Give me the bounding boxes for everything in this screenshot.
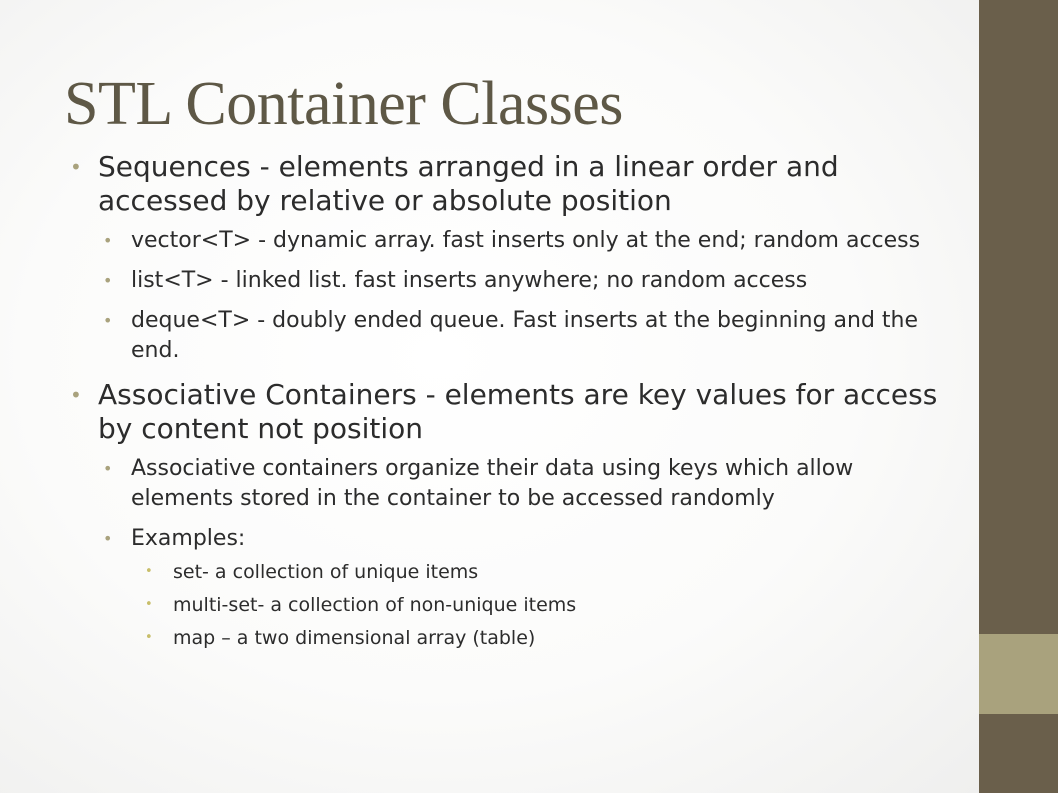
bullet-dot-icon: • (70, 155, 82, 179)
bullet-dot-icon: • (145, 597, 153, 612)
bullet-dot-icon: • (145, 630, 153, 645)
bullet-dot-icon: • (70, 383, 82, 407)
bullet-associative-containers (70, 378, 960, 446)
sub-bullet-list-t (70, 266, 960, 296)
sub-bullet-list (70, 454, 960, 650)
sub-bullet-text: deque<T> - doubly ended queue. Fast inserts at the beginning and the end. (131, 308, 919, 363)
bullet-sequences (70, 150, 960, 218)
bullet-list (70, 150, 960, 650)
sub-sub-bullet-list (70, 560, 960, 650)
bullet-text: Sequences - elements arranged in a linear order and accessed by relative or absolute position (98, 150, 839, 217)
bullet-dot-icon: • (103, 459, 113, 478)
side-decor-accent (979, 634, 1058, 714)
sub-bullet-text: Examples: (131, 526, 246, 551)
sub-bullet-examples (70, 524, 960, 554)
sub-bullet-text: vector<T> - dynamic array. fast inserts only at the end; random access (131, 228, 921, 253)
sub-bullet-deque (70, 306, 960, 366)
sub-bullet-text: Associative containers organize their data using keys which allow elements stored in the container to be accessed randomly (131, 456, 854, 511)
sub-list-container (70, 454, 960, 650)
sub-bullet-text: list<T> - linked list. fast inserts anywhere; no random access (131, 268, 808, 293)
bullet-dot-icon: • (103, 231, 113, 250)
bullet-dot-icon: • (103, 271, 113, 290)
example-map (70, 626, 960, 650)
sub-sub-list-container (70, 560, 960, 650)
sub-bullet-list (70, 226, 960, 366)
example-multiset (70, 593, 960, 617)
bullet-text: Associative Containers - elements are key values for access by content not position (98, 378, 938, 445)
bullet-dot-icon: • (103, 529, 113, 548)
example-text: map – a two dimensional array (table) (173, 627, 536, 649)
slide-content (70, 150, 960, 659)
slide-title: STL Container Classes (64, 70, 623, 138)
example-text: multi-set- a collection of non-unique items (173, 594, 577, 616)
sub-bullet-vector (70, 226, 960, 256)
bullet-dot-icon: • (103, 311, 113, 330)
bullet-dot-icon: • (145, 564, 153, 579)
sub-list-container (70, 226, 960, 366)
example-set (70, 560, 960, 584)
example-text: set- a collection of unique items (173, 561, 479, 583)
sub-bullet-associative-desc (70, 454, 960, 514)
